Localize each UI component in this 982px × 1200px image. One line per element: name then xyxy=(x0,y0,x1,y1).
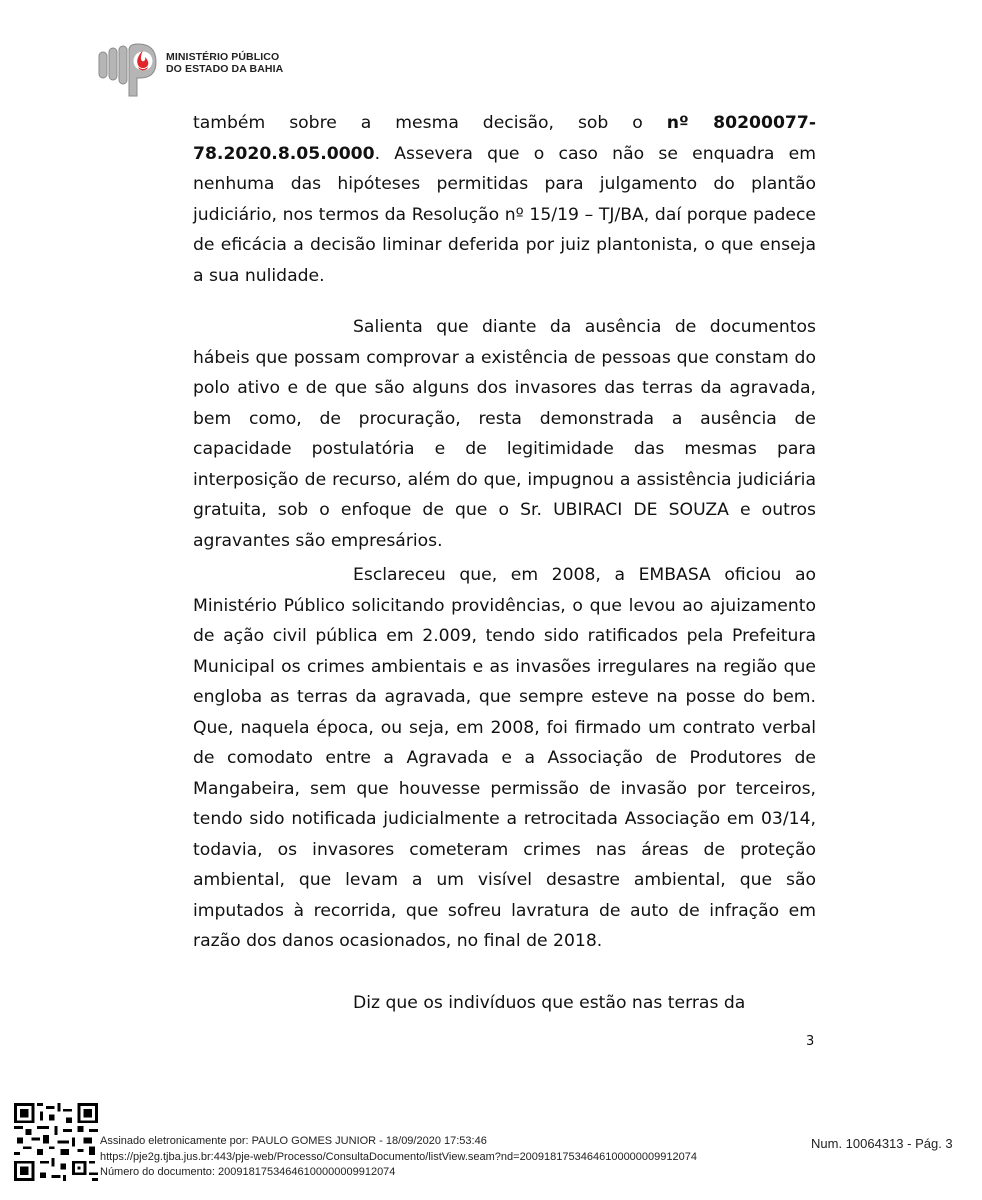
signed-by: Assinado eletronicamente por: PAULO GOMES JUNIOR - 18/09/2020 17:53:46 xyxy=(100,1135,487,1147)
num-page-label: Num. 10064313 - Pág. 3 xyxy=(811,1136,953,1151)
document-url[interactable]: https://pje2g.tjba.jus.br:443/pje-web/Processo/ConsultaDocumento/listView.seam?nd=20091817534646100000009912074 xyxy=(100,1150,697,1163)
paragraph-text: Salienta que diante da ausência de documentos hábeis que possam comprovar a existência de pessoas que constam do polo ativo e de que são alguns dos invasores das terras da agravada, bem como, de procuração, resta demonstrada a ausência de capacidade postulatória e de legitimidade das mesmas para interposição de recurso, além do que, impugnou a assistência judiciária gratuita, sob o enfoque de que o Sr. UBIRACI DE SOUZA e outros agravantes são empresários. xyxy=(193,317,816,551)
org-name-line2: DO ESTADO DA BAHIA xyxy=(166,63,284,75)
paragraph-2 xyxy=(193,312,816,556)
text-segment: também sobre a mesma decisão, sob o xyxy=(193,113,667,133)
document-number: Número do documento: 20091817534646100000009912074 xyxy=(100,1166,396,1178)
header-logo xyxy=(98,42,298,98)
text-segment: . Assevera que o caso não se enquadra em nenhuma das hipóteses permitidas para julgamento do plantão judiciário, nos termos da Resolução nº 15/19 – TJ/BA, daí porque padece de eficácia a decisão liminar deferida por juiz plantonista, o que enseja a sua nulidade. xyxy=(193,143,816,286)
org-name-line1: MINISTÉRIO PÚBLICO xyxy=(166,51,280,63)
page-number: 3 xyxy=(806,1034,815,1049)
process-number: nº 80200077-78.2020.8.05.0000 xyxy=(193,113,816,164)
qr-code-icon[interactable] xyxy=(14,1103,98,1181)
paragraph-text: Esclareceu que, em 2008, a EMBASA oficiou ao Ministério Público solicitando providências, o que levou ao ajuizamento de ação civil pública em 2.009, tendo sido ratificados pela Prefeitura Municipal os crimes ambientais e as invasões irregulares na região que engloba as terras da agravada, que sempre esteve na posse do bem. Que, naquela época, ou seja, em 2008, foi firmado um contrato verbal de comodato entre a Agravada e a Associação de Produtores de Mangabeira, sem que houvesse permissão de invasão por terceiros, tendo sido notificada judicialmente a retrocitada Associação em 03/14, todavia, os invasores cometeram crimes nas áreas de proteção ambiental, que levam a um visível desastre ambiental, que são imputados à recorrida, que sofreu lavratura de auto de infração em razão dos danos ocasionados, no final de 2018. xyxy=(193,565,816,951)
paragraph-text: Diz que os indivíduos que estão nas terras da xyxy=(353,993,746,1013)
paragraph-1 xyxy=(193,108,816,291)
paragraph-4 xyxy=(193,988,816,1019)
paragraph-3 xyxy=(193,560,816,957)
signature-footer xyxy=(100,1134,697,1181)
org-name xyxy=(166,51,283,75)
mp-bahia-logo-icon xyxy=(98,42,160,98)
